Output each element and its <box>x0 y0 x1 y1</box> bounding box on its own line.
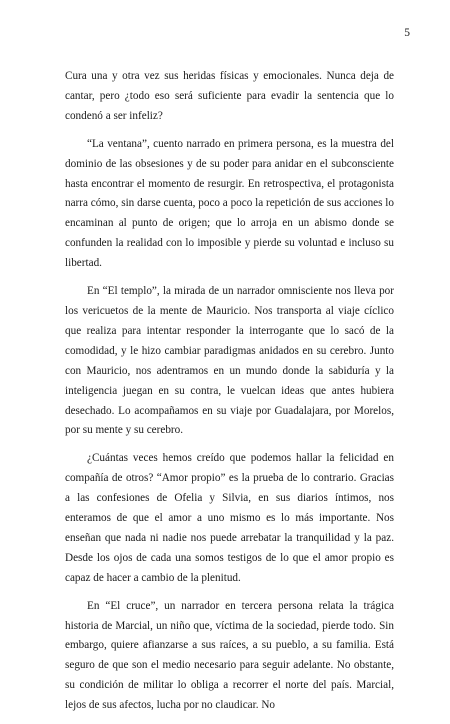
paragraph: Cura una y otra vez sus heridas físicas y emocionales. Nunca deja de cantar, pero ¿todo eso será suficiente para evadir la sentencia que lo condenó a ser infeliz? <box>65 70 394 122</box>
body-text <box>65 67 394 724</box>
paragraph: ¿Cuántas veces hemos creído que podemos hallar la felicidad en compañía de otros? “Amor propio” es la prueba de lo contrario. Gracias a las confesiones de Ofelia y Silvia, en sus diarios íntimos, nos enteramos de que el amor a uno mismo es lo más importante. Nos enseñan que nada ni nadie nos puede arrebatar la tranquilidad y la paz. Desde los ojos de cada una somos testigos de lo que el amor propio es capaz de hacer a cambio de la plenitud. <box>65 452 394 584</box>
paragraph: En “El templo”, la mirada de un narrador omnisciente nos lleva por los vericuetos de la mente de Mauricio. Nos transporta al viaje cíclico que realiza para intentar responder la interrogante que lo sacó de la comodidad, y le hizo cambiar paradigmas anidados en su cerebro. Junto con Mauricio, nos adentramos en un mundo donde la sabiduría y la inteligencia juegan en su contra, le vuelcan ideas que antes hubiera desechado. Lo acompañamos en su viaje por Guadalajara, por Morelos, por su mente y su cerebro. <box>65 285 394 437</box>
page-number: 5 <box>404 27 410 39</box>
paragraph: “La ventana”, cuento narrado en primera persona, es la muestra del dominio de las obsesiones y de su poder para anidar en el subconsciente hasta encontrar el momento de resurgir. En retrospectiva, el protagonista narra cómo, sin darse cuenta, poco a poco la repetición de sus acciones lo encaminan al punto de origen; que lo arroja en un abismo donde se confunden la realidad con lo imposible y pierde su voluntad e incluso su libertad. <box>65 137 394 270</box>
paragraph: En “El cruce”, un narrador en tercera persona relata la trágica historia de Marcial, un niño que, víctima de la sociedad, pierde todo. Sin embargo, quiere afianzarse a sus raíces, a su pueblo, a su familia. Está seguro de que son el medio necesario para seguir adelante. No obstante, su condición de militar lo obliga a recorrer el norte del país. Marcial, lejos de sus afectos, lucha por no claudicar. No <box>65 599 394 712</box>
